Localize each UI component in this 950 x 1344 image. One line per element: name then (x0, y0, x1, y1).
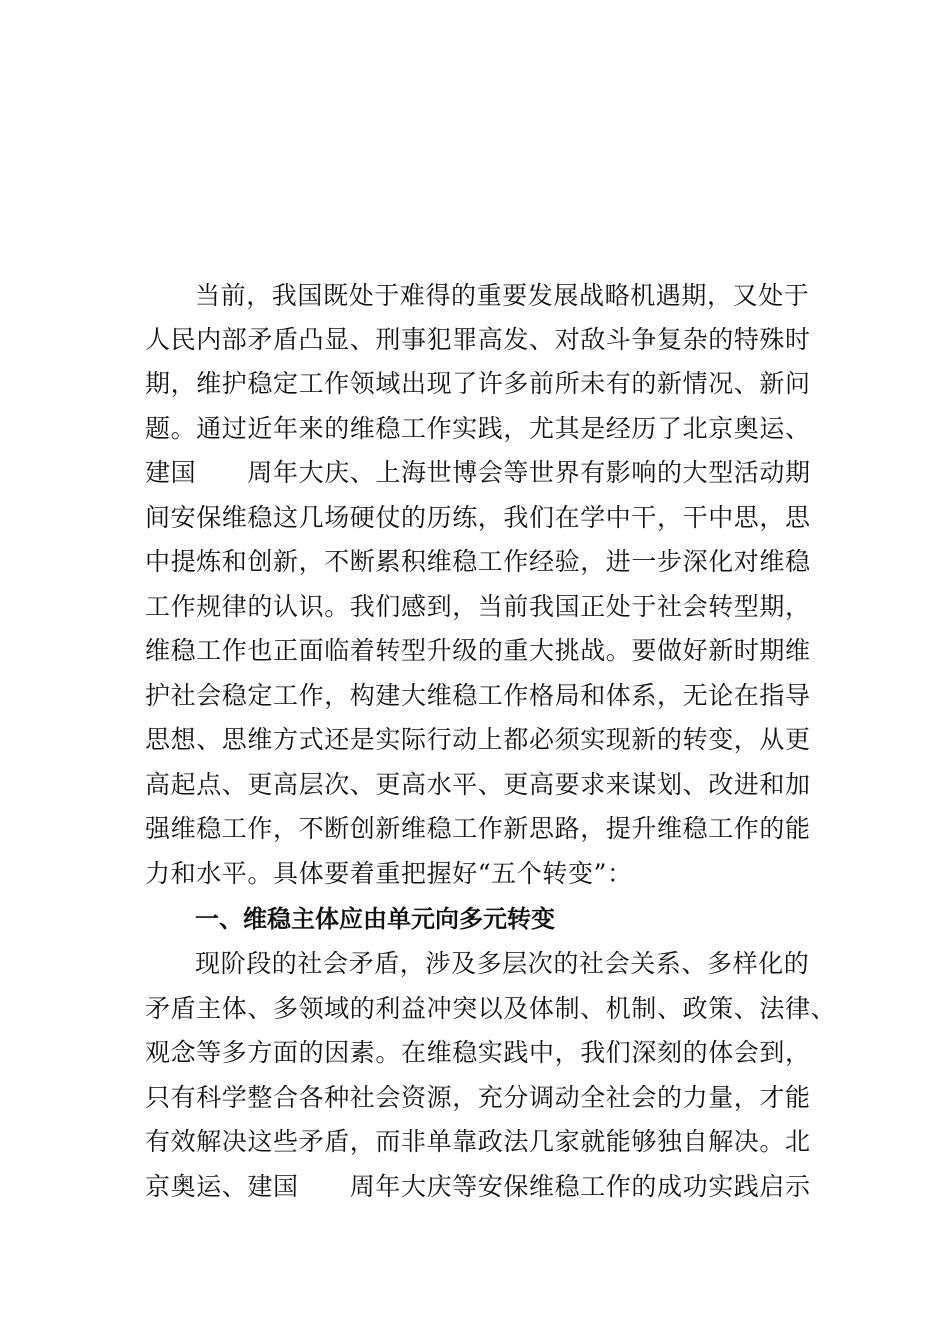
text-line: 当前，我国既处于难得的重要发展战略机遇期，又处于 (195, 281, 810, 310)
text-line: 期，维护稳定工作领域出现了许多前所未有的新情况、新问 (145, 369, 811, 398)
document-title (145, 158, 785, 194)
text-line: 维稳工作也正面临着转型升级的重大挑战。要做好新时期维 (145, 636, 811, 665)
text-line: 只有科学整合各种社会资源，充分调动全社会的力量，才能 (145, 1083, 811, 1112)
text-line: 强维稳工作，不断创新维稳工作新思路，提升维稳工作的能 (145, 814, 811, 843)
section-heading: 一、维稳主体应由单元向多元转变 (195, 905, 555, 933)
text-line: 人民内部矛盾凸显、刑事犯罪高发、对敌斗争复杂的特殊时 (145, 325, 811, 354)
text-line: 间安保维稳这几场硬仗的历练，我们在学中干，干中思，思 (145, 503, 811, 532)
text-line: 思想、思维方式还是实际行动上都必须实现新的转变，从更 (145, 725, 811, 754)
text-line: 高起点、更高层次、更高水平、更高要求来谋划、改进和加 (145, 770, 811, 799)
text-line: 中提炼和创新，不断累积维稳工作经验，进一步深化对维稳 (145, 547, 811, 576)
text-line: 现阶段的社会矛盾，涉及多层次的社会关系、多样化的 (195, 949, 810, 978)
text-line: 有效解决这些矛盾，而非单靠政法几家就能够独自解决。北 (145, 1127, 811, 1156)
text-line: 京奥运、建国 周年大庆等安保维稳工作的成功实践启示 (145, 1172, 811, 1201)
text-line: 工作规律的认识。我们感到，当前我国正处于社会转型期， (145, 592, 811, 621)
text-line: 题。通过近年来的维稳工作实践，尤其是经历了北京奥运、 (145, 414, 811, 443)
text-line: 矛盾主体、多领域的利益冲突以及体制、机制、政策、法律、 (145, 994, 837, 1023)
text-line: 力和水平。具体要着重把握好“五个转变”： (145, 859, 633, 888)
text-line: 观念等多方面的因素。在维稳实践中，我们深刻的体会到， (145, 1038, 811, 1067)
text-line: 护社会稳定工作，构建大维稳工作格局和体系，无论在指导 (145, 681, 811, 710)
text-line: 建国 周年大庆、上海世博会等世界有影响的大型活动期 (145, 458, 811, 487)
